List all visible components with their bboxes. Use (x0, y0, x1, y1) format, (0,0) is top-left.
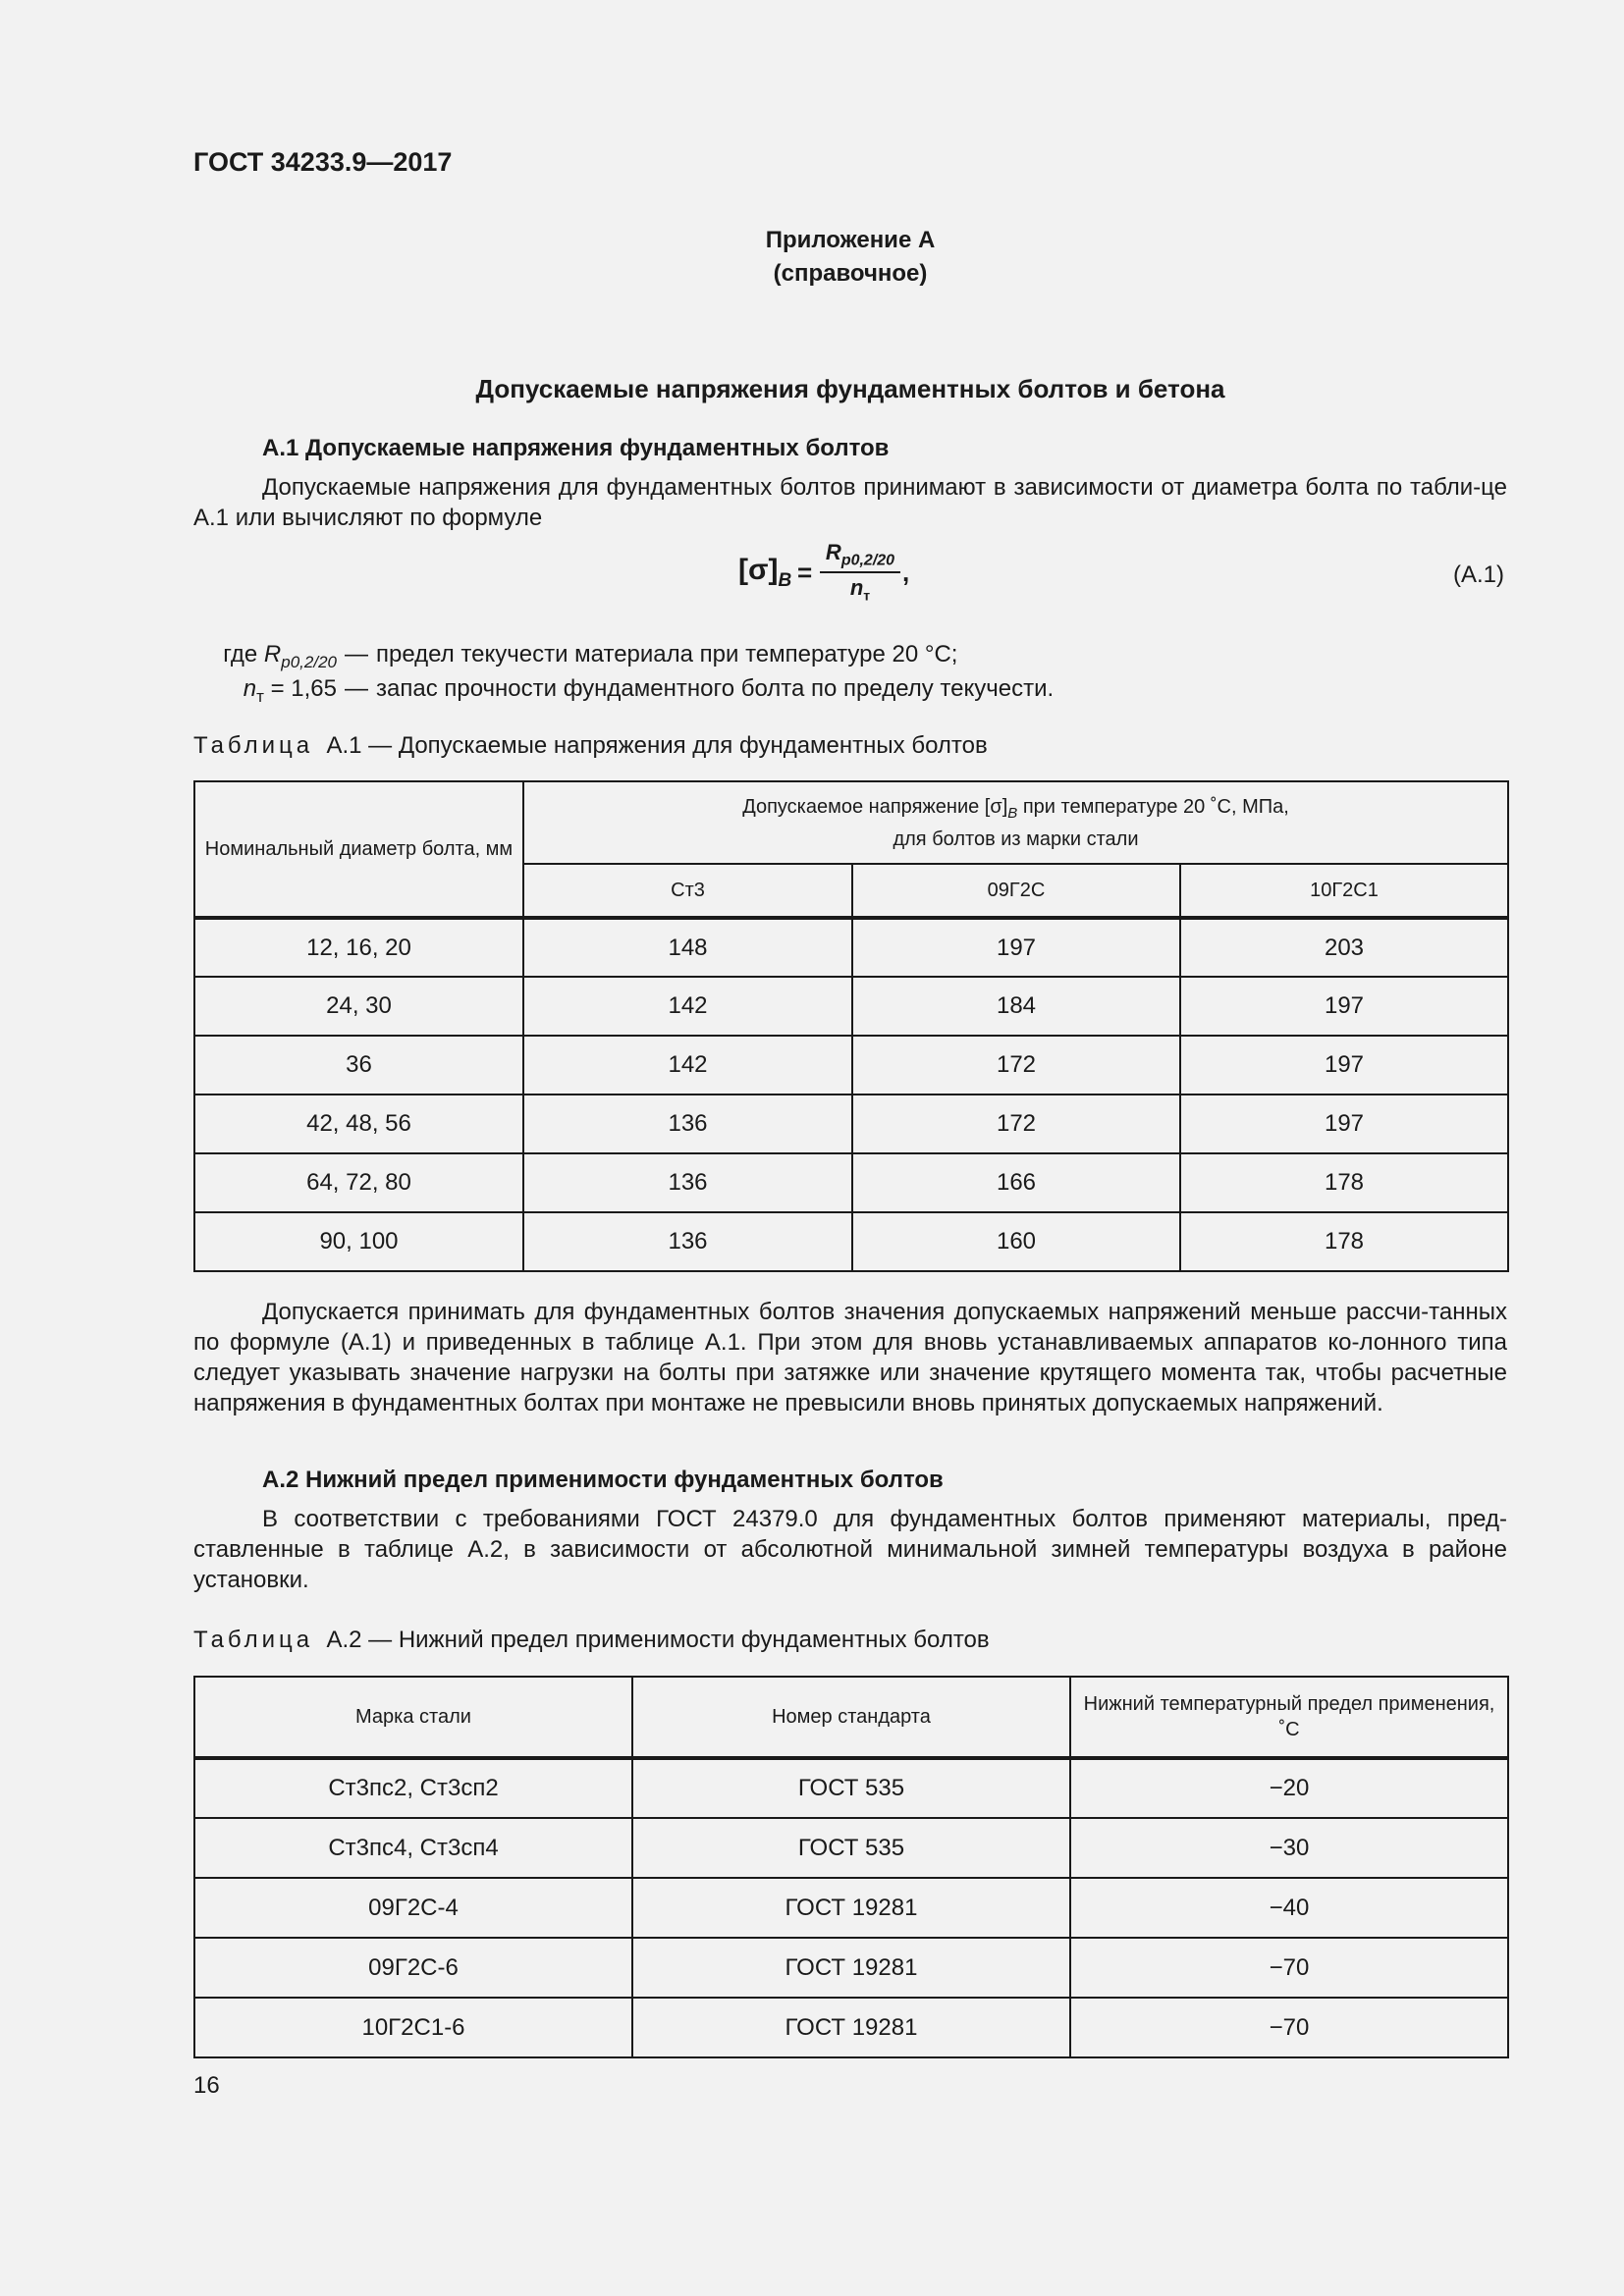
table-cell: −20 (1070, 1758, 1508, 1818)
table-cell: 142 (523, 1036, 852, 1095)
table-row (194, 918, 1508, 977)
table-row (194, 1095, 1508, 1153)
table-cell: 178 (1180, 1212, 1508, 1271)
where-line-1: где $R_{p0,2/20}$ — предел текучести материала при температуре 20 °С; (223, 641, 958, 671)
table-cell: 160 (852, 1212, 1180, 1271)
table-cell: 09Г2С-4 (194, 1878, 632, 1938)
table-cell: 42, 48, 56 (194, 1095, 523, 1153)
table-cell: −30 (1070, 1818, 1508, 1878)
table-row (194, 1878, 1508, 1938)
table-a1-group-header: Допускаемое напряжение $[\sigma]_B$ при температуре 20 ˚С, МПа, для болтов из марки стали (523, 781, 1508, 864)
a2-paragraph: В соответствии с требованиями ГОСТ 24379.0 для фундаментных болтов применяют материалы, пред-ставленные в таблице А.2, в зависимости от абсолютной минимальной зимней температуры воздуха в районе установки. (193, 1506, 1507, 1593)
formula-equals: = (797, 558, 813, 587)
table-cell: Ст3пс4, Ст3сп4 (194, 1818, 632, 1878)
formula-fraction (820, 540, 900, 604)
table-cell: 36 (194, 1036, 523, 1095)
a1-intro-paragraph: Допускаемые напряжения для фундаментных болтов принимают в зависимости от диаметра болта по табли-це А.1 или вычисляют по формуле (193, 474, 1507, 531)
table-cell: ГОСТ 19281 (632, 1998, 1070, 2057)
table-cell: Ст3пс2, Ст3сп2 (194, 1758, 632, 1818)
table-row (194, 1818, 1508, 1878)
subsection-a1-heading: А.1 Допускаемые напряжения фундаментных болтов (262, 435, 890, 461)
table-cell: 172 (852, 1095, 1180, 1153)
table-a1-diameter-header: Номинальный диаметр болта, мм (194, 781, 523, 918)
table-cell: 136 (523, 1212, 852, 1271)
table-cell: 184 (852, 977, 1180, 1036)
table-a1-caption: Таблица А.1 — Допускаемые напряжения для фундаментных болтов (193, 732, 988, 759)
annex-subtitle: (справочное) (773, 260, 928, 287)
table-cell: 148 (523, 918, 852, 977)
table-cell: ГОСТ 19281 (632, 1938, 1070, 1998)
document-code: ГОСТ 34233.9—2017 (193, 147, 453, 177)
formula-denominator: $n_т$ (849, 575, 871, 604)
formula-numerator: $R_{p0,2/20}$ (820, 540, 900, 573)
table-cell: 203 (1180, 918, 1508, 977)
table-cell: 24, 30 (194, 977, 523, 1036)
table-cell: 90, 100 (194, 1212, 523, 1271)
annex-title: Приложение А (765, 227, 936, 253)
table-cell: 10Г2С1-6 (194, 1998, 632, 2057)
table-cell: ГОСТ 535 (632, 1818, 1070, 1878)
table-cell: 166 (852, 1153, 1180, 1212)
table-a2-caption: Таблица А.2 — Нижний предел применимости фундаментных болтов (193, 1627, 990, 1653)
table-row (194, 1938, 1508, 1998)
table-cell: 178 (1180, 1153, 1508, 1212)
table-a2 (193, 1676, 1509, 2058)
table-row (194, 1036, 1508, 1095)
table-a2-header-temperature: Нижний температурный предел применения, ˚С (1070, 1677, 1508, 1758)
formula-reference: (А.1) (1453, 561, 1505, 588)
table-row (194, 1998, 1508, 2057)
table-cell: −70 (1070, 1938, 1508, 1998)
annex-heading (193, 224, 1507, 291)
formula-comma: , (902, 558, 910, 587)
table-cell: 172 (852, 1036, 1180, 1095)
table-a2-header-standard: Номер стандарта (632, 1677, 1070, 1758)
table-a1 (193, 780, 1509, 1272)
table-cell: 197 (852, 918, 1180, 977)
page-number: 16 (193, 2072, 220, 2099)
table-cell: 12, 16, 20 (194, 918, 523, 977)
table-row (194, 1758, 1508, 1818)
table-row (194, 977, 1508, 1036)
table-cell: 136 (523, 1153, 852, 1212)
table-cell: ГОСТ 19281 (632, 1878, 1070, 1938)
table-cell: 142 (523, 977, 852, 1036)
table-cell: −40 (1070, 1878, 1508, 1938)
table-row (194, 1153, 1508, 1212)
table-row (194, 1212, 1508, 1271)
subsection-a2-heading: А.2 Нижний предел применимости фундаментных болтов (262, 1467, 944, 1493)
table-cell: 197 (1180, 1095, 1508, 1153)
formula-lhs: $[\sigma]_B$ (738, 554, 792, 591)
table-cell: 09Г2С-6 (194, 1938, 632, 1998)
where-line-2: $n_т = 1,65$ — запас прочности фундаментного болта по пределу текучести. (243, 675, 1055, 706)
table-a1-steel-header: 10Г2С1 (1180, 864, 1508, 918)
table-a1-steel-header: Ст3 (523, 864, 852, 918)
section-title: Допускаемые напряжения фундаментных болтов и бетона (475, 374, 1225, 403)
table-a1-steel-header: 09Г2С (852, 864, 1180, 918)
table-cell: −70 (1070, 1998, 1508, 2057)
table-cell: ГОСТ 535 (632, 1758, 1070, 1818)
table-cell: 197 (1180, 1036, 1508, 1095)
table-cell: 197 (1180, 977, 1508, 1036)
a1-note-paragraph: Допускается принимать для фундаментных болтов значения допускаемых напряжений меньше рассчи-танных по формуле (А.1) и приведенных в таблице А.1. При этом для вновь устанавливаемых аппаратов ко-лонного типа следует указывать значение нагрузки на болты при затяжке или значение крутящего момента так, чтобы расчетные напряжения в фундаментных болтах при монтаже не превысили вновь принятых допускаемых напряжений. (193, 1299, 1507, 1416)
table-cell: 136 (523, 1095, 852, 1153)
table-a2-header-steel: Марка стали (194, 1677, 632, 1758)
table-cell: 64, 72, 80 (194, 1153, 523, 1212)
